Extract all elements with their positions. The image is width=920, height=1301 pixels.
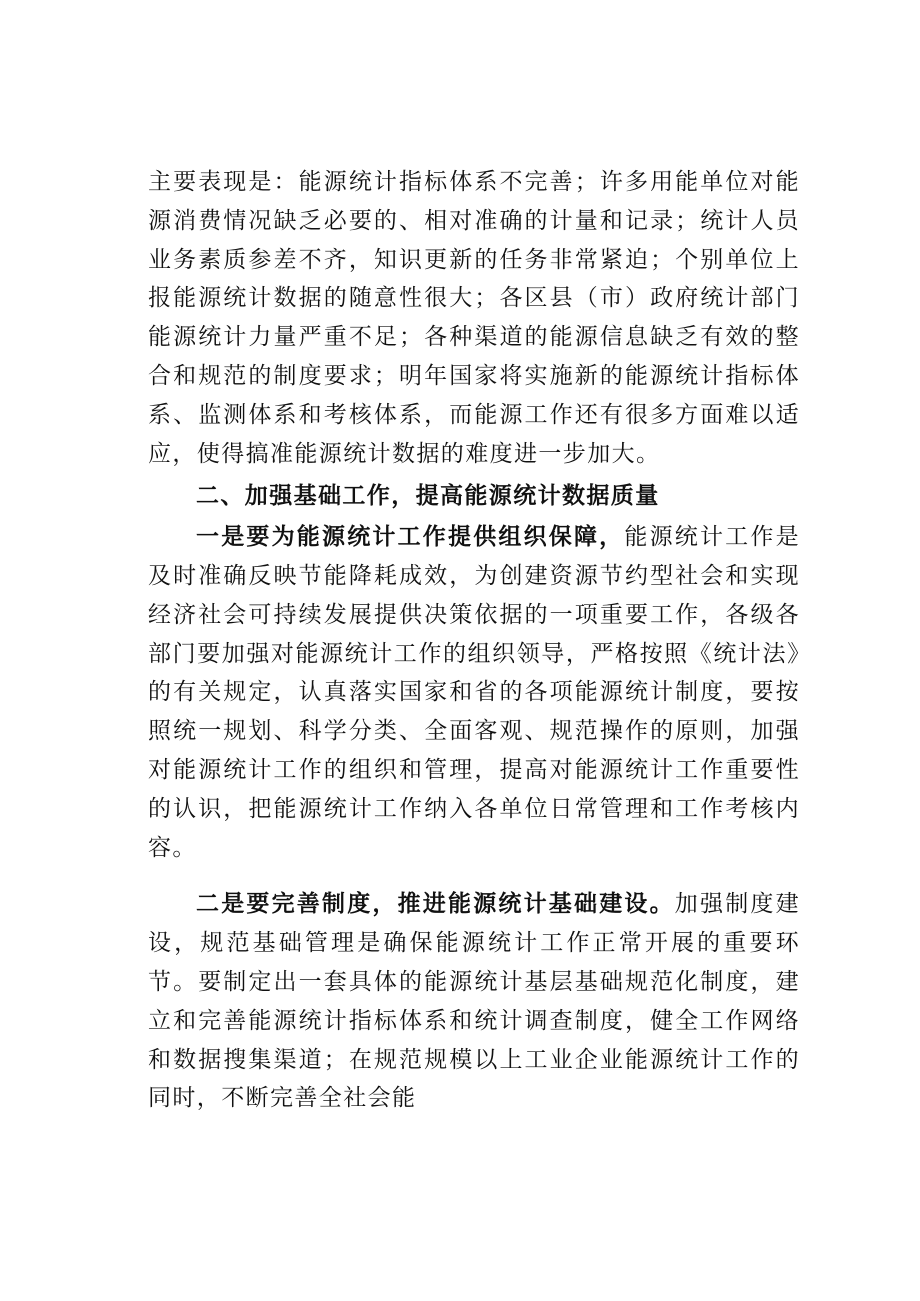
paragraph-organizational-guarantee — [148, 518, 800, 867]
section-heading: 二、加强基础工作，提高能源统计数据质量 — [196, 483, 660, 510]
paragraph-body-organizational-guarantee: 能源统计工作是及时准确反映节能降耗成效，为创建资源节约型社会和实现经济社会可持续发展提供决策依据的一项重要工作，各级各部门要加强对能源统计工作的组织领导，严格按照《统计法》的有关规定，认真落实国家和省的各项能源统计制度，要按照统一规划、科学分类、全面客观、规范操作的原则，加强对能源统计工作的组织和管理，提高对能源统计工作重要性的认识，把能源统计工作纳入各单位日常管理和工作考核内容。 — [148, 524, 800, 861]
document-page — [148, 163, 800, 1118]
paragraph-body-improve-system: 加强制度建设，规范基础管理是确保能源统计工作正常开展的重要环节。要制定出一套具体的能源统计基层基础规范化制度，建立和完善能源统计指标体系和统计调查制度，健全工作网络和数据搜集渠道；在规范规模以上工业企业能源统计工作的同时，不断完善全社会能 — [148, 891, 800, 1112]
paragraph-energy-statistics-problems: 主要表现是：能源统计指标体系不完善；许多用能单位对能源消费情况缺乏必要的、相对准确的计量和记录；统计人员业务素质参差不齐，知识更新的任务非常紧迫；个别单位上报能源统计数据的随意性很大；各区县（市）政府统计部门能源统计力量严重不足；各种渠道的能源信息缺乏有效的整合和规范的制度要求；明年国家将实施新的能源统计指标体系、监测体系和考核体系，而能源工作还有很多方面难以适应，使得搞准能源统计数据的难度进一步加大。 — [148, 169, 800, 467]
paragraph-lead-organizational-guarantee: 一是要为能源统计工作提供组织保障， — [196, 524, 625, 551]
paragraph-improve-system — [148, 885, 800, 1118]
paragraph-lead-improve-system: 二是要完善制度，推进能源统计基础建设。 — [196, 891, 675, 918]
